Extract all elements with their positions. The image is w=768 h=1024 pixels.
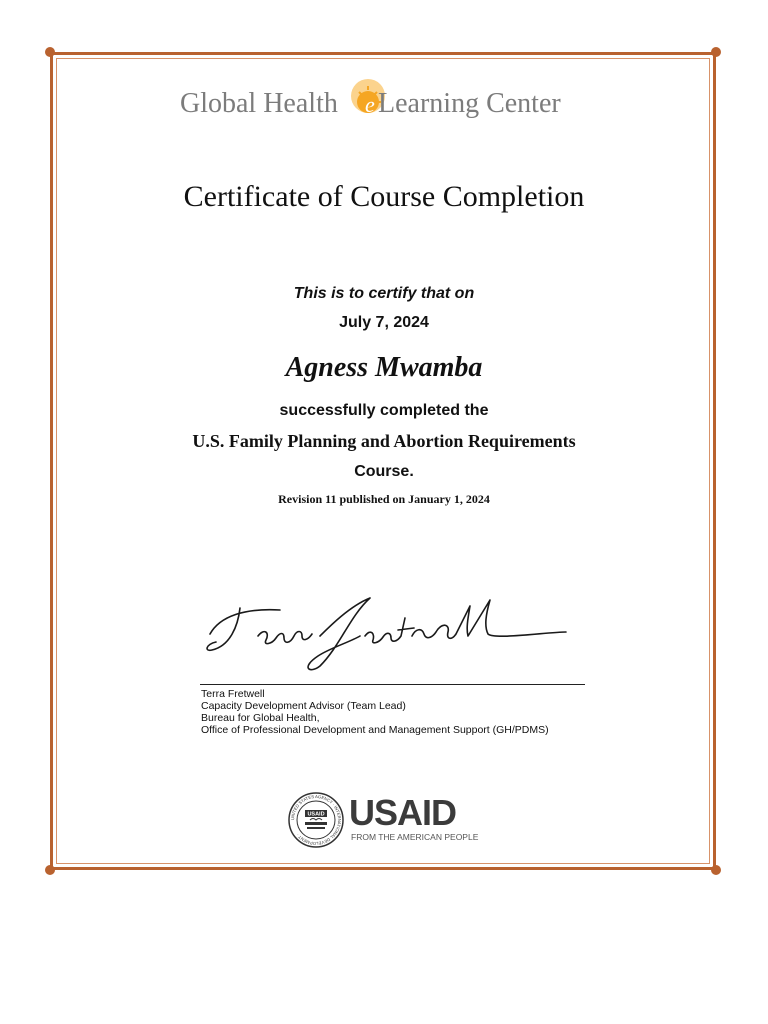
signer-office: Office of Professional Development and Management Support (GH/PDMS) (201, 724, 549, 736)
signer-block (201, 688, 549, 736)
signature-image (200, 586, 570, 676)
global-health-elearning-logo (0, 76, 768, 126)
seal-label: USAID (307, 811, 325, 818)
signer-name: Terra Fretwell (201, 688, 265, 700)
logo-text-right: Learning Center (378, 88, 561, 119)
corner-ornament (711, 47, 721, 57)
logo-e-mark: e (365, 92, 375, 117)
logo-text-left: Global Health (180, 88, 338, 119)
corner-ornament (711, 865, 721, 875)
corner-ornament (45, 865, 55, 875)
signer-bureau: Bureau for Global Health, (201, 712, 320, 724)
usaid-seal-icon (288, 792, 344, 848)
corner-ornament (45, 47, 55, 57)
usaid-tagline: FROM THE AMERICAN PEOPLE (351, 832, 479, 842)
course-revision: Revision 11 published on January 1, 2024 (278, 492, 490, 506)
completed-statement: successfully completed the (279, 402, 489, 419)
recipient-name: Agness Mwamba (285, 352, 483, 383)
signer-role: Capacity Development Advisor (Team Lead) (201, 700, 406, 712)
seal-ring-text: UNITED STATES AGENCY · INTERNATIONAL DEVELOPMENT · (289, 793, 343, 847)
course-suffix: Course. (354, 463, 414, 480)
completion-date: July 7, 2024 (339, 314, 429, 331)
certificate-inner-border (56, 58, 710, 864)
certificate-title: Certificate of Course Completion (183, 180, 585, 213)
signature-line (200, 684, 585, 685)
usaid-wordmark: USAID (349, 792, 457, 833)
course-name: U.S. Family Planning and Abortion Requirements (192, 431, 576, 451)
certify-statement: This is to certify that on (293, 285, 475, 302)
